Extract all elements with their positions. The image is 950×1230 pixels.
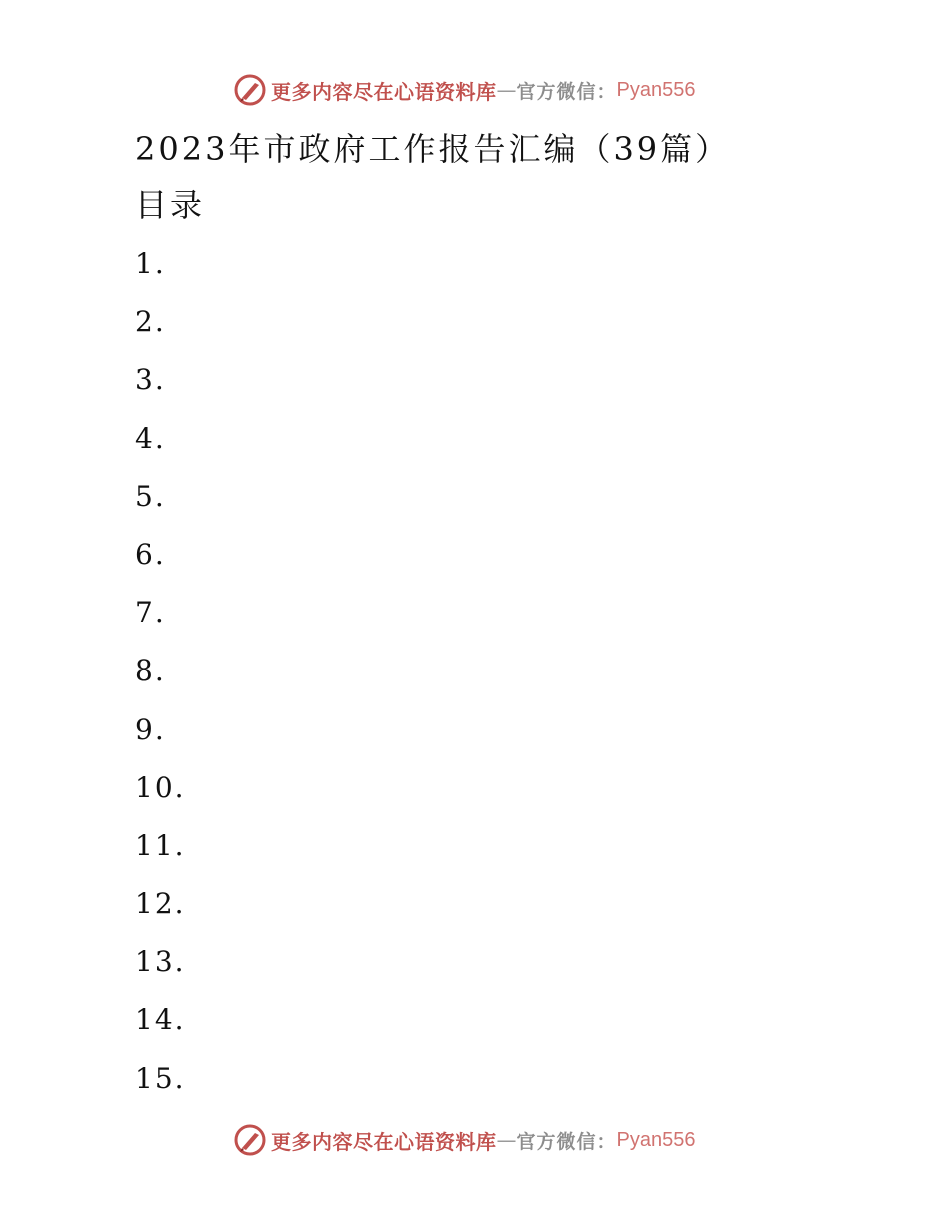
banner-wechat-id: Pyan556 xyxy=(616,78,696,101)
banner-dash: — xyxy=(496,1128,517,1152)
toc-list xyxy=(135,242,186,1115)
banner-wechat-label: 官方微信： xyxy=(516,1130,617,1153)
toc-item: 13. xyxy=(135,945,186,979)
banner-slogan: 更多内容尽在心语资料库 xyxy=(271,79,497,104)
toc-item: 12. xyxy=(135,887,186,921)
toc-item: 2. xyxy=(135,305,166,339)
toc-item: 10. xyxy=(135,770,186,804)
banner-dash: — xyxy=(496,78,517,102)
document-title: 2023年市政府工作报告汇编（39篇） xyxy=(135,130,731,168)
quill-logo-icon xyxy=(233,1123,267,1157)
toc-heading: 目录 xyxy=(135,186,206,224)
quill-logo-icon xyxy=(233,73,267,107)
toc-item: 3. xyxy=(135,363,166,397)
toc-item: 5. xyxy=(135,479,166,513)
toc-item: 14. xyxy=(135,1003,186,1037)
banner-wechat-label: 官方微信： xyxy=(516,80,617,103)
toc-item: 6. xyxy=(135,537,166,571)
toc-item: 9. xyxy=(135,712,166,746)
footer-watermark-banner xyxy=(233,1122,695,1158)
toc-item: 1. xyxy=(135,247,166,280)
toc-item: 8. xyxy=(135,654,166,688)
banner-slogan: 更多内容尽在心语资料库 xyxy=(271,1129,497,1154)
toc-item: 15. xyxy=(135,1061,186,1095)
toc-item: 7. xyxy=(135,596,166,630)
toc-item: 4. xyxy=(135,421,166,455)
toc-item: 11. xyxy=(135,828,186,862)
banner-wechat-id: Pyan556 xyxy=(616,1128,696,1151)
header-watermark-banner xyxy=(233,72,695,108)
